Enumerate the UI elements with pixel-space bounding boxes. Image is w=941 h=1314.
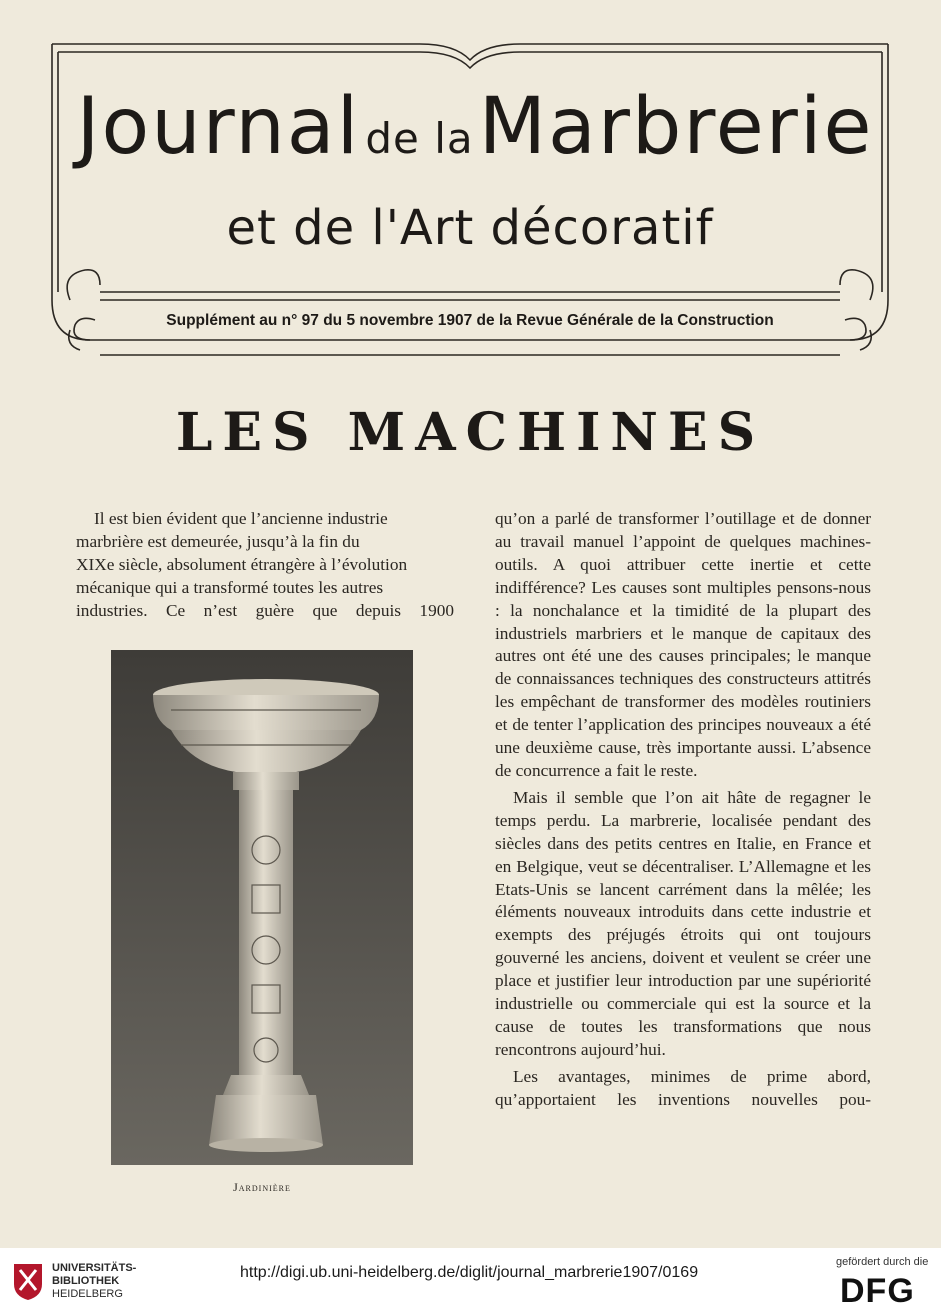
funding-note: gefördert durch die: [836, 1256, 929, 1268]
left-column: [76, 508, 454, 623]
figure-caption: Jardinière: [233, 1180, 291, 1194]
right-paragraph-2: Mais il semble que l’on ait hâte de regagner le temps perdu. La marbrerie, localisée pendant des siècles dans des petits centres en Italie, en France et en Belgique, veut se décentraliser. L’Allemagne et les Etats-Unis se lancent carrément dans la mêlée; les éléments nouveaux introduits dans cette industrie et exempts des préjugés étroits qui ont toujours gouverné les anciens, doivent et veulent se créer une place et justifier leur introduction par une supériorité industrielle ou commerciale qui est la source et la cause de toutes les transformations que nous rencontrons aujourd’hui.: [495, 787, 871, 1059]
jardiniere-illustration: [111, 650, 413, 1165]
university-seal-icon: [10, 1260, 46, 1302]
library-line-3: HEIDELBERG: [52, 1288, 123, 1300]
left-line-3: XIXe siècle, absolument étrangère à l’évolution: [76, 554, 408, 574]
viewer-footer: [0, 1248, 941, 1314]
university-library-name: [52, 1262, 136, 1301]
masthead-title: [60, 82, 890, 192]
left-line-5: industries. Ce n’est guère que depuis 1900: [76, 600, 454, 620]
jardiniere-photograph: [111, 650, 413, 1165]
masthead-title-journal: Journal: [76, 82, 361, 172]
supplement-line: Supplément au n° 97 du 5 novembre 1907 de la Revue Générale de la Construction: [166, 312, 774, 329]
article-headline: LES MACHINES: [175, 402, 766, 463]
right-paragraph-3: Les avantages, minimes de prime abord, qu’apportaient les inventions nouvelles pou-: [495, 1066, 871, 1109]
library-line-1: UNIVERSITÄTS-: [52, 1262, 137, 1274]
left-line-1: Il est bien évident que l’ancienne industrie: [94, 509, 388, 528]
masthead-title-marbrerie: Marbrerie: [478, 82, 874, 172]
left-line-2: marbrière est demeurée, jusqu’à la fin du: [76, 531, 360, 551]
dfg-logo: DFG: [840, 1272, 915, 1310]
masthead-title-de-la: de la: [365, 114, 474, 163]
right-column: [495, 508, 871, 1112]
library-line-2: BIBLIOTHEK: [52, 1275, 120, 1287]
permalink-url[interactable]: http://digi.ub.uni-heidelberg.de/diglit/journal_marbrerie1907/0169: [240, 1264, 699, 1281]
left-line-4: mécanique qui a transformé toutes les autres: [76, 577, 384, 597]
masthead-subtitle: et de l'Art décoratif: [226, 200, 714, 256]
right-paragraph-1: qu’on a parlé de transformer l’outillage et de donner au travail manuel l’appoint de quelques machines-outils. A quoi attribuer cette inertie et cette indifférence? Les causes sont multiples pensons-nous : la nonchalance et la timidité de la plupart des industriels marbriers et le manque de capitaux des autres ont été une des causes principales; le manque de connaissances techniques des constructeurs attitrés les empêchant de transformer des modèles routiniers et de tenter l’application des principes nouveaux a été une deuxième cause, très importante aussi. L’absence de concurrence a fait le reste.: [495, 509, 871, 780]
